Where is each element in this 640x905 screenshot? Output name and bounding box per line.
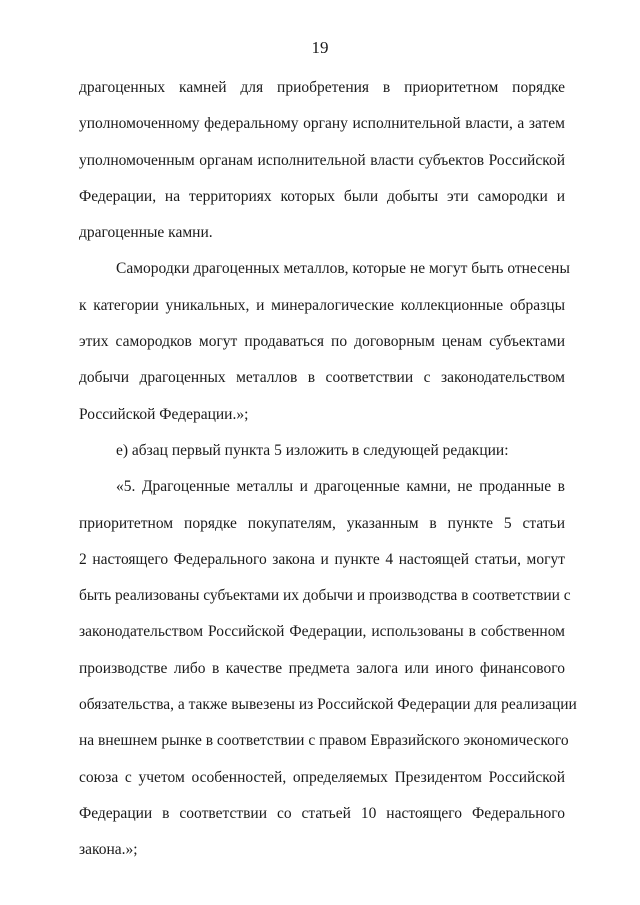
paragraph [79, 251, 570, 432]
text-line: закона.»; [79, 841, 138, 859]
text-line: приоритетном порядке покупателям, указанным в пункте 5 статьи [79, 514, 565, 532]
text-line: драгоценные камни. [79, 224, 213, 242]
text-line: союза с учетом особенностей, определяемых Президентом Российской [79, 768, 565, 786]
text-line: «5. Драгоценные металлы и драгоценные камни, не проданные в [116, 478, 565, 496]
page-number: 19 [311, 38, 329, 57]
text-line: уполномоченному федеральному органу исполнительной власти, а затем [79, 115, 565, 133]
text-line: Самородки драгоценных металлов, которые не могут быть отнесены [116, 260, 570, 278]
text-line: обязательства, а также вывезены из Российской Федерации для реализации [79, 696, 577, 714]
paragraph [79, 70, 565, 251]
text-line: Федерации, на территориях которых были добыты эти самородки и [79, 187, 565, 205]
text-line: уполномоченным органам исполнительной власти субъектов Российской [79, 151, 565, 169]
paragraph [79, 469, 577, 868]
text-line: к категории уникальных, и минералогические коллекционные образцы [79, 296, 565, 314]
text-line: добычи драгоценных металлов в соответствии с законодательством [79, 369, 565, 387]
text-line: Федерации в соответствии со статьей 10 настоящего Федерального [79, 804, 565, 822]
text-line: драгоценных камней для приобретения в приоритетном порядке [79, 79, 565, 96]
document-body [79, 70, 577, 869]
text-line: Российской Федерации.»; [79, 405, 249, 423]
text-line: законодательством Российской Федерации, использованы в собственном [79, 623, 565, 641]
text-line: быть реализованы субъектами их добычи и производства в соответствии с [79, 587, 571, 605]
text-line: на внешнем рынке в соответствии с правом Евразийского экономического [79, 732, 569, 750]
text-line: производстве либо в качестве предмета залога или иного финансового [79, 659, 565, 677]
text-line: этих самородков могут продаваться по договорным ценам субъектами [79, 333, 565, 351]
text-line: 2 настоящего Федерального закона и пункте 4 настоящей статьи, могут [79, 550, 565, 568]
text-line: е) абзац первый пункта 5 изложить в следующей редакции: [116, 441, 509, 459]
paragraph [79, 433, 565, 469]
